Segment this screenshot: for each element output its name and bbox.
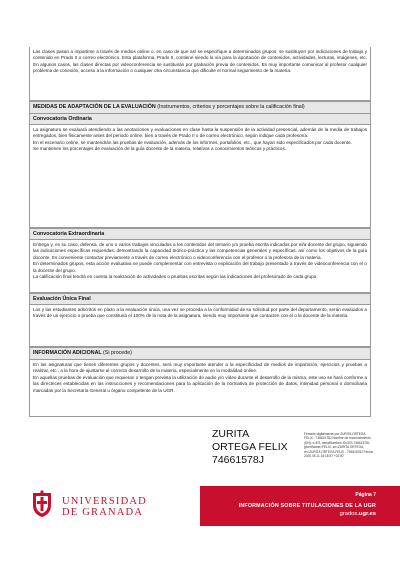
ordinaria-paragraph: Se mantienen los porcentajes de evaluación de la guía docente de la materia, relativos a conocimientos teóricos y prácticos. xyxy=(33,146,287,152)
ordinaria-paragraph: En el escenario online, se mantendrán las pruebas de evaluación, además de los informes, portafolios, etc., que hayan sido especificados por cada docente. xyxy=(33,139,352,145)
extraordinaria-paragraph: La calificación final tendrá en cuenta la realización de actividades o pruebas escritas según las indicaciones del profesorado de cada grupo. xyxy=(33,274,318,280)
site-prefix: grados xyxy=(339,511,358,517)
unica-title: Evaluación Única Final xyxy=(30,294,370,305)
extraordinaria-paragraph: Entrega y, en su caso, defensa, de uno o varios trabajos vinculados a los contenidos del temario y/o prueba escrita indicados por el/a docente del grupo, siguiendo las indicaciones específicas requeridas, demostrando la capacidad teórico-práctica y las competencias generales y específicas, así como los objetivos de la guía docente. Es conveniente contactar previamente a través de correo electrónico o videoconferencia con el profesor o la profesora de la materia. xyxy=(33,242,367,260)
adicional-paragraph: En las asignaturas que tienen diferentes grupos y docentes, será muy importante atender a la especificidad de medios de impartición, ejercicios y pruebas a realizar, etc., a la hora de ajustarse al correcto desarrollo de la materia, especialmente en la modalidad online. xyxy=(33,362,367,374)
adicional-paragraph: En aquellas pruebas de evaluación que requieran o tengan prevista la utilización de audio y/o vídeo durante el desarrollo de la misma, este uso se hará conforme a las directrices establecidas en las instrucciones y recomendaciones para la aplicación de la normativa de protección de datos, intimidad personal o domiciliaria marcadas por la Secretaría General u órgano competente de la UGR. xyxy=(33,374,367,393)
ordinaria-title: Convocatoria Ordinaria xyxy=(30,114,370,125)
university-logo xyxy=(29,490,159,520)
page-number: Página 7 xyxy=(355,492,376,498)
extraordinaria-heading-box xyxy=(29,228,371,239)
ordinaria-heading-box xyxy=(29,113,371,124)
extraordinaria-title: Convocatoria Extraordinaria xyxy=(30,229,370,240)
extraordinaria-paragraph: En determinados grupos, esta acción evaluativa se puede complementar con entrevista o explicación del trabajo presentado a través de videoconferencia con el o la docente del grupo. xyxy=(33,261,367,273)
evaluation-measures-subtitle: (Instrumentos, criterios y porcentajes sobre la calificación final) xyxy=(157,104,305,110)
signer-name: ZURITA ORTEGA FELIX 74661578J xyxy=(212,428,288,466)
university-name-line2: DE GRANADA xyxy=(62,507,144,518)
methodology-continuation-box xyxy=(29,47,371,101)
footer-title: INFORMACIÓN SOBRE TITULACIONES DE LA UGR xyxy=(238,503,376,509)
section-heading xyxy=(30,102,370,113)
site-suffix: .ugr.es xyxy=(357,511,376,517)
coat-of-arms-icon xyxy=(29,490,55,518)
evaluation-measures-section xyxy=(29,101,371,113)
unica-body xyxy=(29,304,371,347)
adicional-title: INFORMACIÓN ADICIONAL xyxy=(33,350,102,356)
adicional-body xyxy=(29,359,371,417)
footer-site-link[interactable] xyxy=(340,511,376,517)
ordinaria-paragraph: La asignatura se evaluará atendiendo a las anotaciones y evaluaciones en clase hasta la suspensión de la actividad presencial, además de la media de trabajos entregados, bien físicamente antes del periodo online, bien a través de Prado II o de correo electrónico, según indique cada profesor/a. xyxy=(33,127,367,139)
digital-signature xyxy=(212,428,372,474)
page-footer xyxy=(0,486,400,528)
signature-details: Firmado digitalmente por ZURITA ORTEGA FELIX - 74661578J Nombre de reconocimiento (DN): c=ES, serialNumber=IDCES-74661578J, givenName=FELIX, sn=ZURITA ORTEGA, cn=ZURITA ORTEGA FELIX - 74661578J Fecha: 2020.05.11 16:18:57 +02'00' xyxy=(304,432,374,459)
evaluation-measures-title: MEDIDAS DE ADAPTACIÓN DE LA EVALUACIÓN xyxy=(33,104,156,110)
adicional-subtitle: (Si procede) xyxy=(103,350,132,356)
adicional-heading-box xyxy=(29,347,371,359)
unica-heading-box xyxy=(29,293,371,304)
footer-band xyxy=(200,486,400,526)
extraordinaria-body xyxy=(29,239,371,293)
university-name-line1: UNIVERSIDAD xyxy=(62,496,147,507)
intro-paragraph: Las clases pasan a impartirse a través de medios online o, en caso de que así se especifique a determinados grupos, se sustituyen por indicaciones de trabajo y contenido en Prado II o correo electrónico. Esta plataforma, Prado II, contiene siendo la vía para la aportación de contenidos, actividades, lecturas, imágenes, etc. En algunos casos, las clases directas por videoconferencia se sustituirán por grabación previa de contenidos. Es muy importante comunicar al profesor cualquier problema de conexión, acceso a la información o cualquier otra circunstancia que dificulte el normal seguimiento de la materia. xyxy=(33,49,367,74)
section-heading xyxy=(30,348,370,359)
unica-paragraph: Los y las estudiantes adscritos en plazo a la evaluación única, una vez se proceda a la conformidad de su solicitud por parte del departamento, serán evaluados a través de un ejercicio o prueba que constituirá el 100% de la nota de la asignatura, siendo muy importante que contacten con el o la docente de la materia. xyxy=(33,307,367,319)
ordinaria-body xyxy=(29,124,371,228)
